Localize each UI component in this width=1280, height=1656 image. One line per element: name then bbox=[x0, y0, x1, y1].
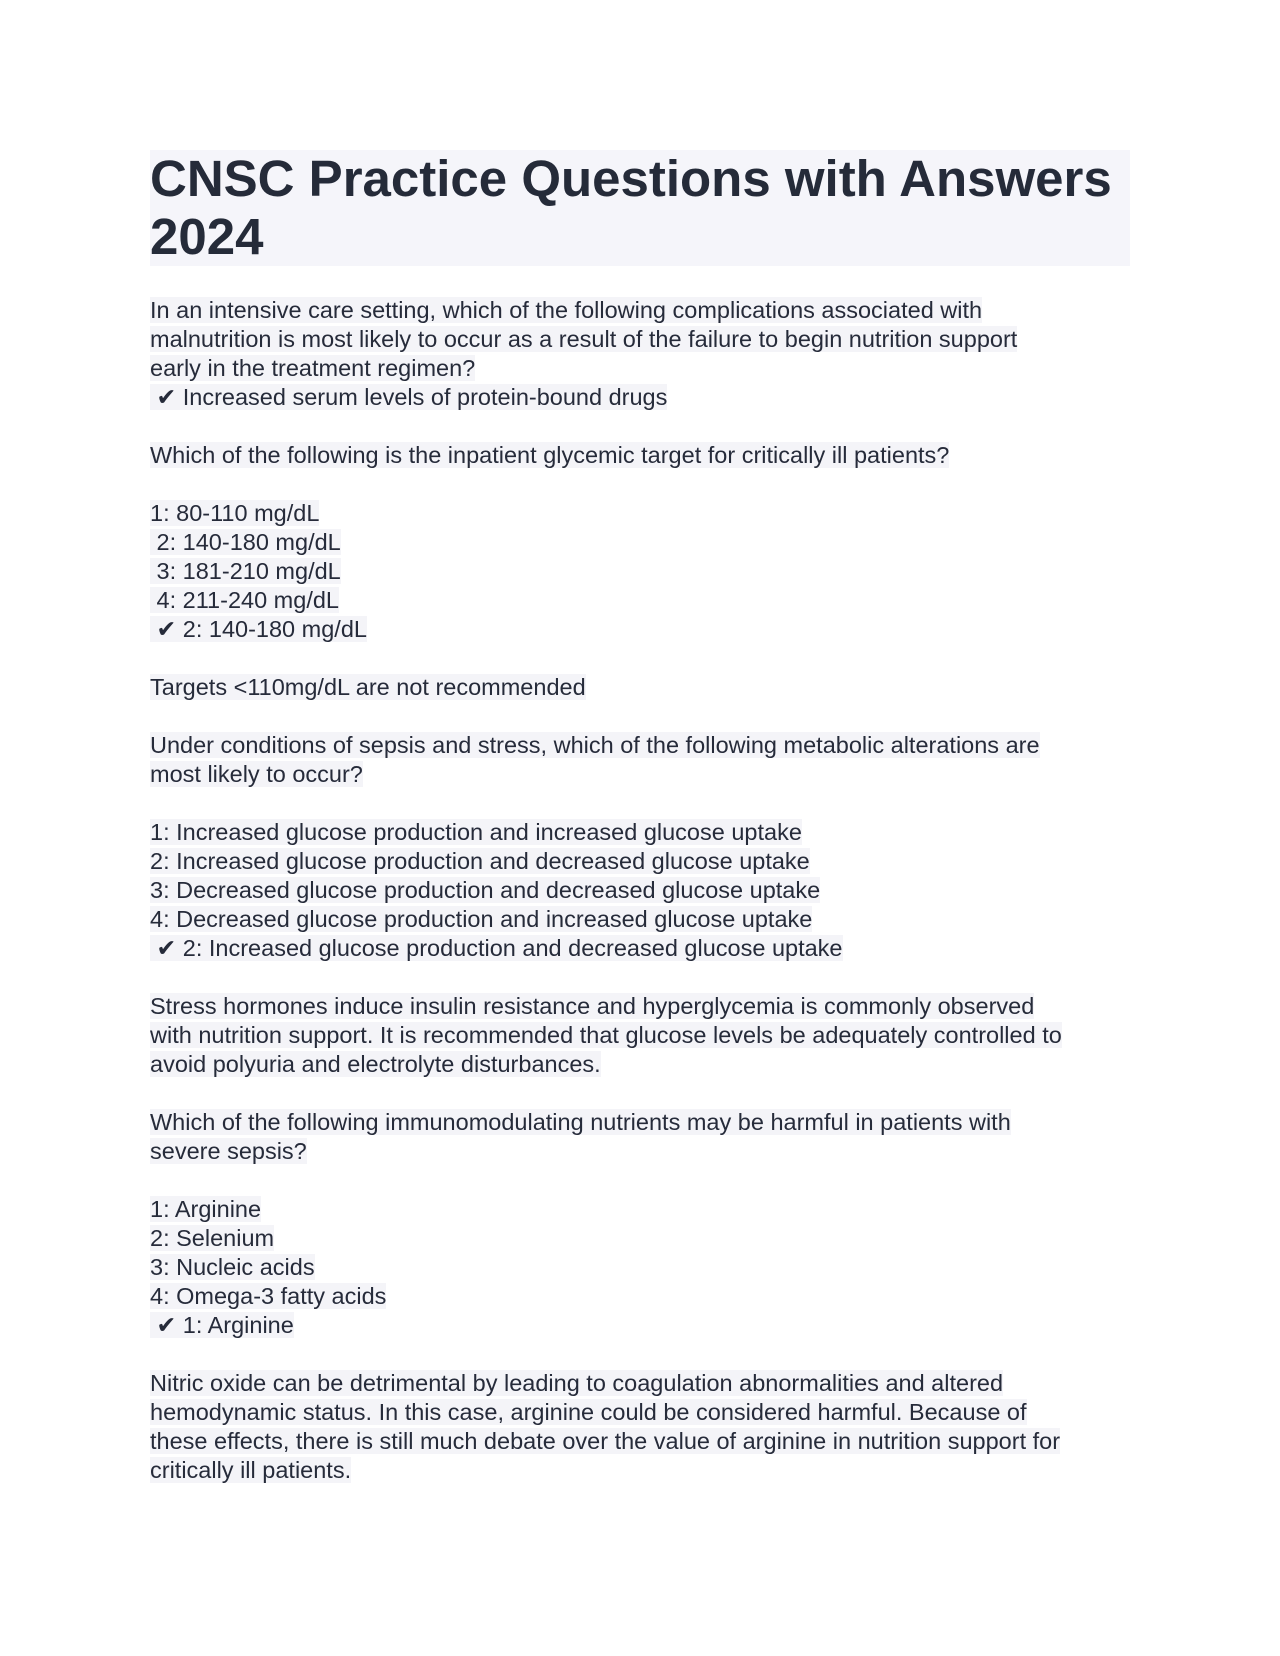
text-line bbox=[150, 586, 1130, 615]
text-line bbox=[150, 1224, 1130, 1253]
text-line-content: 3: Nucleic acids bbox=[150, 1254, 315, 1280]
text-line-content: malnutrition is most likely to occur as a result of the failure to begin nutrition support bbox=[150, 326, 1018, 352]
text-line-content: 1: 80-110 mg/dL bbox=[150, 500, 320, 526]
text-line bbox=[150, 499, 1130, 528]
text-line bbox=[150, 1021, 1130, 1050]
text-line-content: severe sepsis? bbox=[150, 1138, 307, 1164]
text-line-content: avoid polyuria and electrolyte disturbances. bbox=[150, 1051, 601, 1077]
paragraph-gap bbox=[150, 963, 1130, 992]
paragraph-gap bbox=[150, 1166, 1130, 1195]
text-line bbox=[150, 847, 1130, 876]
text-line-content: 4: 211-240 mg/dL bbox=[150, 587, 339, 613]
answer-line bbox=[150, 615, 1130, 644]
text-line bbox=[150, 1050, 1130, 1079]
text-line-content: critically ill patients. bbox=[150, 1457, 352, 1483]
text-line bbox=[150, 441, 1130, 470]
paragraph-gap bbox=[150, 470, 1130, 499]
paragraph-gap bbox=[150, 412, 1130, 441]
text-line-content: hemodynamic status. In this case, arginine could be considered harmful. Because of bbox=[150, 1399, 1027, 1425]
text-line bbox=[150, 557, 1130, 586]
paragraph-gap bbox=[150, 1340, 1130, 1369]
text-line-content: ✔ 2: 140-180 mg/dL bbox=[150, 616, 367, 642]
text-line-content: Which of the following immunomodulating nutrients may be harmful in patients with bbox=[150, 1109, 1011, 1135]
document-body bbox=[150, 296, 1130, 1485]
answer-line bbox=[150, 934, 1130, 963]
paragraph-gap bbox=[150, 644, 1130, 673]
text-line-content: 4: Decreased glucose production and increased glucose uptake bbox=[150, 906, 813, 932]
text-line-content: Nitric oxide can be detrimental by leading to coagulation abnormalities and altered bbox=[150, 1370, 1004, 1396]
text-line bbox=[150, 876, 1130, 905]
text-line-content: early in the treatment regimen? bbox=[150, 355, 476, 381]
text-line bbox=[150, 1456, 1130, 1485]
text-line-content: 1: Increased glucose production and increased glucose uptake bbox=[150, 819, 802, 845]
text-line bbox=[150, 528, 1130, 557]
answer-line bbox=[150, 1311, 1130, 1340]
paragraph-gap bbox=[150, 1079, 1130, 1108]
answer-line bbox=[150, 383, 1130, 412]
text-line bbox=[150, 1195, 1130, 1224]
paragraph-gap bbox=[150, 789, 1130, 818]
text-line bbox=[150, 818, 1130, 847]
text-line-content: 2: Selenium bbox=[150, 1225, 275, 1251]
text-line-content: 1: Arginine bbox=[150, 1196, 262, 1222]
text-line-content: 2: Increased glucose production and decreased glucose uptake bbox=[150, 848, 810, 874]
text-line-content: most likely to occur? bbox=[150, 761, 363, 787]
text-line bbox=[150, 992, 1130, 1021]
text-line-content: 4: Omega-3 fatty acids bbox=[150, 1283, 387, 1309]
text-line bbox=[150, 1137, 1130, 1166]
text-line bbox=[150, 354, 1130, 383]
text-line-content: Under conditions of sepsis and stress, which of the following metabolic alterations are bbox=[150, 732, 1040, 758]
text-line bbox=[150, 905, 1130, 934]
text-line bbox=[150, 1369, 1130, 1398]
text-line bbox=[150, 760, 1130, 789]
text-line-content: 2: 140-180 mg/dL bbox=[150, 529, 341, 555]
text-line bbox=[150, 1427, 1130, 1456]
text-line bbox=[150, 1108, 1130, 1137]
text-line bbox=[150, 1253, 1130, 1282]
text-line-content: with nutrition support. It is recommended that glucose levels be adequately controlled to bbox=[150, 1022, 1062, 1048]
text-line-content: ✔ 1: Arginine bbox=[150, 1312, 294, 1338]
text-line-content: 3: Decreased glucose production and decreased glucose uptake bbox=[150, 877, 821, 903]
text-line bbox=[150, 1398, 1130, 1427]
text-line-content: Targets <110mg/dL are not recommended bbox=[150, 674, 586, 700]
paragraph-gap bbox=[150, 702, 1130, 731]
text-line-content: these effects, there is still much debate over the value of arginine in nutrition support for bbox=[150, 1428, 1061, 1454]
text-line-content: ✔ 2: Increased glucose production and decreased glucose uptake bbox=[150, 935, 843, 961]
text-line bbox=[150, 1282, 1130, 1311]
text-line-content: In an intensive care setting, which of the following complications associated with bbox=[150, 297, 983, 323]
text-line-content: Which of the following is the inpatient glycemic target for critically ill patients? bbox=[150, 442, 950, 468]
text-line bbox=[150, 325, 1130, 354]
document-page bbox=[150, 150, 1130, 1485]
text-line-content: ✔ Increased serum levels of protein-bound drugs bbox=[150, 384, 668, 410]
text-line bbox=[150, 731, 1130, 760]
page-title: CNSC Practice Questions with Answers 2024 bbox=[150, 150, 1130, 266]
text-line-content: Stress hormones induce insulin resistance and hyperglycemia is commonly observed bbox=[150, 993, 1035, 1019]
text-line-content: 3: 181-210 mg/dL bbox=[150, 558, 341, 584]
text-line bbox=[150, 673, 1130, 702]
text-line bbox=[150, 296, 1130, 325]
